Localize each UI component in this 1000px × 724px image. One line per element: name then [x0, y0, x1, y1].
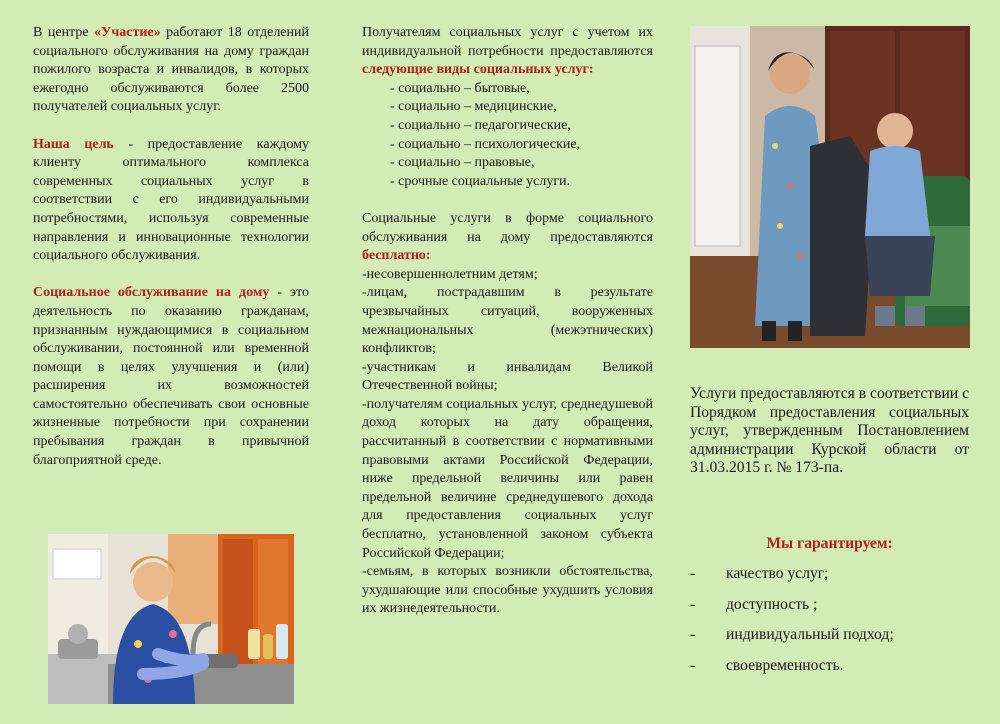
caregiver-helping-elderly-man-photo [690, 26, 970, 348]
legal-basis-text: Услуги предоставляются в соответствии с Порядком предоставления социальных услуг, утвержденным Постановлением администрации Курской области от 31.03.2015 г. № 173-па. [690, 385, 969, 477]
list-item: - социально – психологические, [390, 136, 581, 152]
list-item: - индивидуальный подход; [690, 626, 894, 643]
woman-washing-dishes-photo [48, 534, 294, 704]
guarantee-title: Мы гарантируем: [766, 535, 893, 552]
intro-paragraph: В центре «Участие» работают 18 отделений социального обслуживания на дому граждан пожилого возраста и инвалидов, в которых ежегодно обслуживаются более 2500 получателей социальных услуг. [33, 25, 309, 115]
list-item: -семьям, в которых возникли обстоятельства, ухудшающие или способные ухудшить условия их жизнедеятельности. [362, 564, 653, 617]
list-item: - социально – медицинские, [390, 99, 557, 115]
free-intro-red: бесплатно: [362, 248, 431, 264]
list-item: - социально – бытовые, [390, 80, 530, 96]
goal-paragraph: Наша цель - предоставление каждому клиенту оптимального комплекса современных социальных услуг в соответствии с его индивидуальными потребностями, используя современные направления и инновационные технологии социального обслуживания. [33, 136, 310, 264]
list-item: - доступность ; [690, 595, 818, 613]
list-item: -получателям социальных услуг, среднедушевой доход которых на дату обращения, рассчитанный в соответствии с нормативными правовыми актами Российской Федерации, ниже предельной величины или равен предельной величине среднедушевого дохода для предоставления социальных услуг бесплатно, установленной законом субъекта Российской Федерации; [362, 396, 653, 561]
column-middle [362, 24, 653, 619]
list-item: - срочные социальные услуги. [390, 173, 571, 189]
list-item: - своевременность. [690, 656, 844, 674]
goal-title: Наша цель [33, 136, 114, 152]
list-item: - социально – педагогические, [390, 117, 571, 133]
list-item: - качество услуг; [690, 565, 829, 582]
home-service-paragraph: Социальное обслуживание на дому - это деятельность по оказанию гражданам, признанным нуждающимися в социальном обслуживании, постоянной или временной помощи в целях улучшения и (или) расширения их возможностей самостоятельно обеспечивать свои основные жизненные потребности при сохранении пребывания граждан в привычной благоприятной среде. [33, 285, 309, 468]
services-intro-red: следующие виды социальных услуг: [362, 62, 594, 78]
list-item: - социально – правовые, [390, 155, 535, 171]
guarantee-section [690, 535, 969, 687]
column-left [33, 24, 309, 470]
list-item: -участникам и инвалидам Великой Отечественной войны; [362, 359, 653, 394]
home-service-title: Социальное обслуживание на дому [33, 285, 270, 301]
services-intro: Получателям социальных услуг с учетом их индивидуальной потребности предоставляются следующие виды социальных услуг: [362, 25, 653, 78]
org-name: «Участие» [94, 25, 161, 40]
services-list [362, 80, 653, 192]
list-item: -несовершеннолетним детям; [362, 266, 538, 282]
list-item: -лицам, пострадавшим в результате чрезвычайных ситуаций, вооруженных межнациональных (межэтнических) конфликтов; [362, 285, 653, 357]
free-intro: Социальные услуги в форме социального обслуживания на дому предоставляются бесплатно: [362, 210, 653, 264]
